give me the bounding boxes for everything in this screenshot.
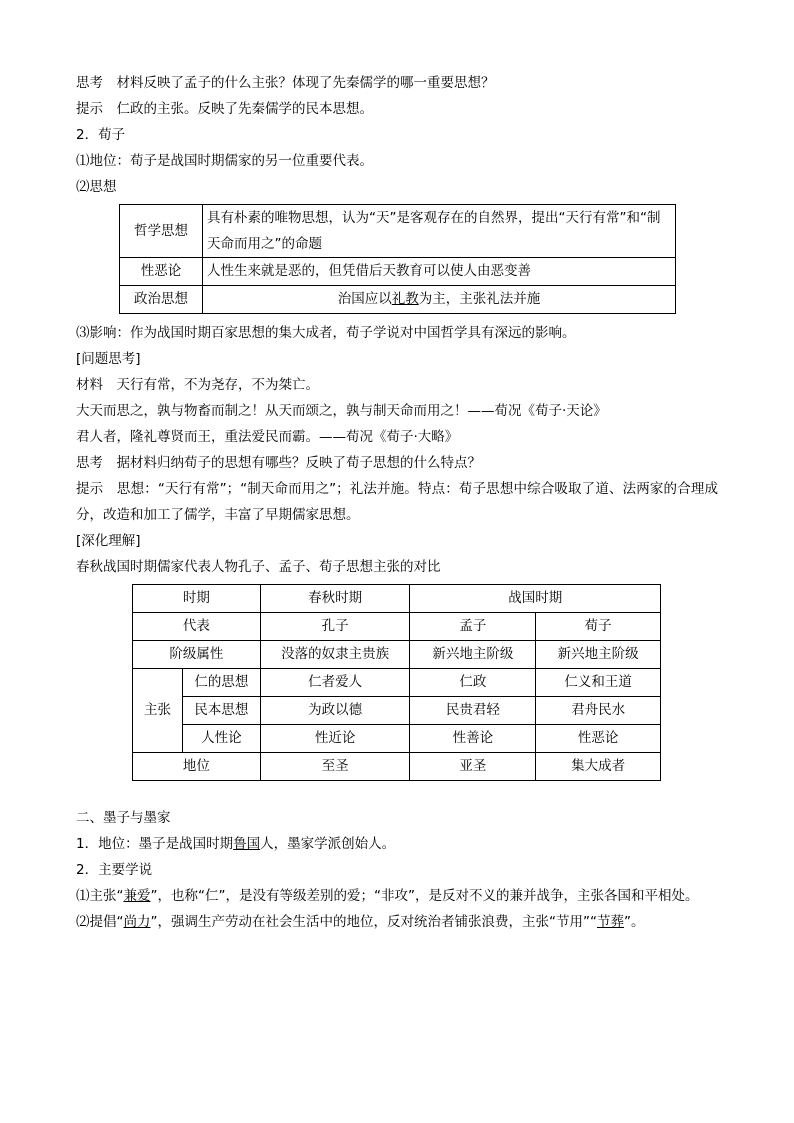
xunzi-status: ⑴地位：荀子是战国时期儒家的另一位重要代表。 xyxy=(76,153,373,169)
deepen-heading: [深化理解] xyxy=(76,533,141,549)
text-span: ”，也称“仁”，是没有等级差别的爱；“非攻”，是反对不义的兼并战争，主张各国和平相处。 xyxy=(150,888,699,904)
text-span: 治国应以 xyxy=(337,291,392,307)
table-cell: 性恶论 xyxy=(536,725,661,753)
text-span: 人，墨家学派创始人。 xyxy=(260,836,396,852)
table-cell: 新兴地主阶级 xyxy=(410,641,536,669)
table-cell-content: 人性生来就是恶的，但凭借后天教育可以使人由恶变善 xyxy=(203,258,676,286)
mozi-jianai xyxy=(76,883,718,909)
table-cell: 仁义和王道 xyxy=(536,669,661,697)
table-cell: 亚圣 xyxy=(410,753,536,781)
table-cell: 地位 xyxy=(133,753,261,781)
table-cell: 民本思想 xyxy=(182,697,260,725)
mozi-doctrines-heading: 2．主要学说 xyxy=(76,862,153,878)
table-cell: 人性论 xyxy=(182,725,260,753)
document-page xyxy=(76,70,718,935)
underlined-text: 兼爱 xyxy=(123,888,151,904)
compare-title: 春秋战国时期儒家代表人物孔子、孟子、荀子思想主张的对比 xyxy=(76,559,441,575)
table-cell: 君舟民水 xyxy=(536,697,661,725)
table-row xyxy=(120,205,676,258)
table-cell: 代表 xyxy=(133,613,261,641)
table-cell: 仁者爱人 xyxy=(260,669,410,697)
material-line: 材料 天行有常，不为尧存，不为桀亡。 xyxy=(76,377,319,393)
hint-answer-2: 提示 思想：“天行有常”；“制天命而用之”；礼法并施。特点：荀子思想中综合吸取了道、法两家的合理成分，改造和加工了儒学，丰富了早期儒家思想。 xyxy=(76,481,718,523)
think-question-2: 思考 据材料归纳荀子的思想有哪些？反映了荀子思想的什么特点？ xyxy=(76,455,481,471)
table-cell-label: 政治思想 xyxy=(120,286,203,314)
text-span: 1．地位：墨子是战国时期 xyxy=(76,836,234,852)
xunzi-thought-label: ⑵思想 xyxy=(76,179,117,195)
table-cell-content xyxy=(203,286,676,314)
quote-dalue: 君人者，隆礼尊贤而王，重法爱民而霸。——荀况《荀子·大略》 xyxy=(76,429,459,445)
mozi-shangli xyxy=(76,909,718,935)
text-span: 为主，主张礼法并施 xyxy=(418,291,541,307)
table-row xyxy=(133,585,661,613)
confucian-comparison-table xyxy=(132,584,661,781)
table-cell-label: 哲学思想 xyxy=(120,205,203,258)
table-cell-content: 具有朴素的唯物思想，认为“天”是客观存在的自然界，提出“天行有常”和“制天命而用之”的命题 xyxy=(203,205,676,258)
table-cell: 为政以德 xyxy=(260,697,410,725)
table-row xyxy=(133,669,661,697)
quote-tianlun: 大天而思之，孰与物畜而制之！从天而颂之，孰与制天命而用之！——荀况《荀子·天论》 xyxy=(76,403,607,419)
table-cell: 没落的奴隶主贵族 xyxy=(260,641,410,669)
table-cell: 仁的思想 xyxy=(182,669,260,697)
table-cell: 仁政 xyxy=(410,669,536,697)
underlined-text: 尚力 xyxy=(123,914,151,930)
table-cell: 时期 xyxy=(133,585,261,613)
table-cell-label: 性恶论 xyxy=(120,258,203,286)
table-row xyxy=(120,286,676,314)
text-span: ⑵提倡“ xyxy=(76,914,124,930)
table-cell: 性近论 xyxy=(260,725,410,753)
table-cell: 性善论 xyxy=(410,725,536,753)
table-cell: 阶级属性 xyxy=(133,641,261,669)
table-cell: 新兴地主阶级 xyxy=(536,641,661,669)
table-row xyxy=(133,641,661,669)
underlined-text: 节葬 xyxy=(596,914,624,930)
text-span: ⑴主张“ xyxy=(76,888,124,904)
table-row xyxy=(133,725,661,753)
table-cell: 集大成者 xyxy=(536,753,661,781)
think-question-1: 思考 材料反映了孟子的什么主张？体现了先秦儒学的哪一重要思想？ xyxy=(76,75,495,91)
table-cell: 孔子 xyxy=(260,613,410,641)
table-cell: 荀子 xyxy=(536,613,661,641)
table-cell: 春秋时期 xyxy=(260,585,410,613)
text-span: ”，强调生产劳动在社会生活中的地位，反对统治者铺张浪费，主张“节用”“ xyxy=(150,914,597,930)
section-heading-mozi: 二、墨子与墨家 xyxy=(76,810,171,826)
question-thinking-heading: [问题思考] xyxy=(76,351,141,367)
section-heading-xunzi: 2．荀子 xyxy=(76,127,126,143)
table-row xyxy=(133,753,661,781)
hint-answer-1: 提示 仁政的主张。反映了先秦儒学的民本思想。 xyxy=(76,101,373,117)
table-cell: 孟子 xyxy=(410,613,536,641)
table-row xyxy=(120,258,676,286)
table-row xyxy=(133,613,661,641)
mozi-status xyxy=(76,831,718,857)
table-cell: 民贵君轻 xyxy=(410,697,536,725)
text-span: ”。 xyxy=(623,914,645,930)
underlined-text: 鲁国 xyxy=(233,836,261,852)
table-cell: 主张 xyxy=(133,669,183,753)
table-row xyxy=(133,697,661,725)
table-cell: 至圣 xyxy=(260,753,410,781)
spacer xyxy=(76,793,718,805)
table-cell: 战国时期 xyxy=(410,585,661,613)
xunzi-thought-table xyxy=(119,204,676,314)
underlined-text: 礼教 xyxy=(391,291,419,307)
xunzi-influence: ⑶影响：作为战国时期百家思想的集大成者，荀子学说对中国哲学具有深远的影响。 xyxy=(76,325,576,341)
